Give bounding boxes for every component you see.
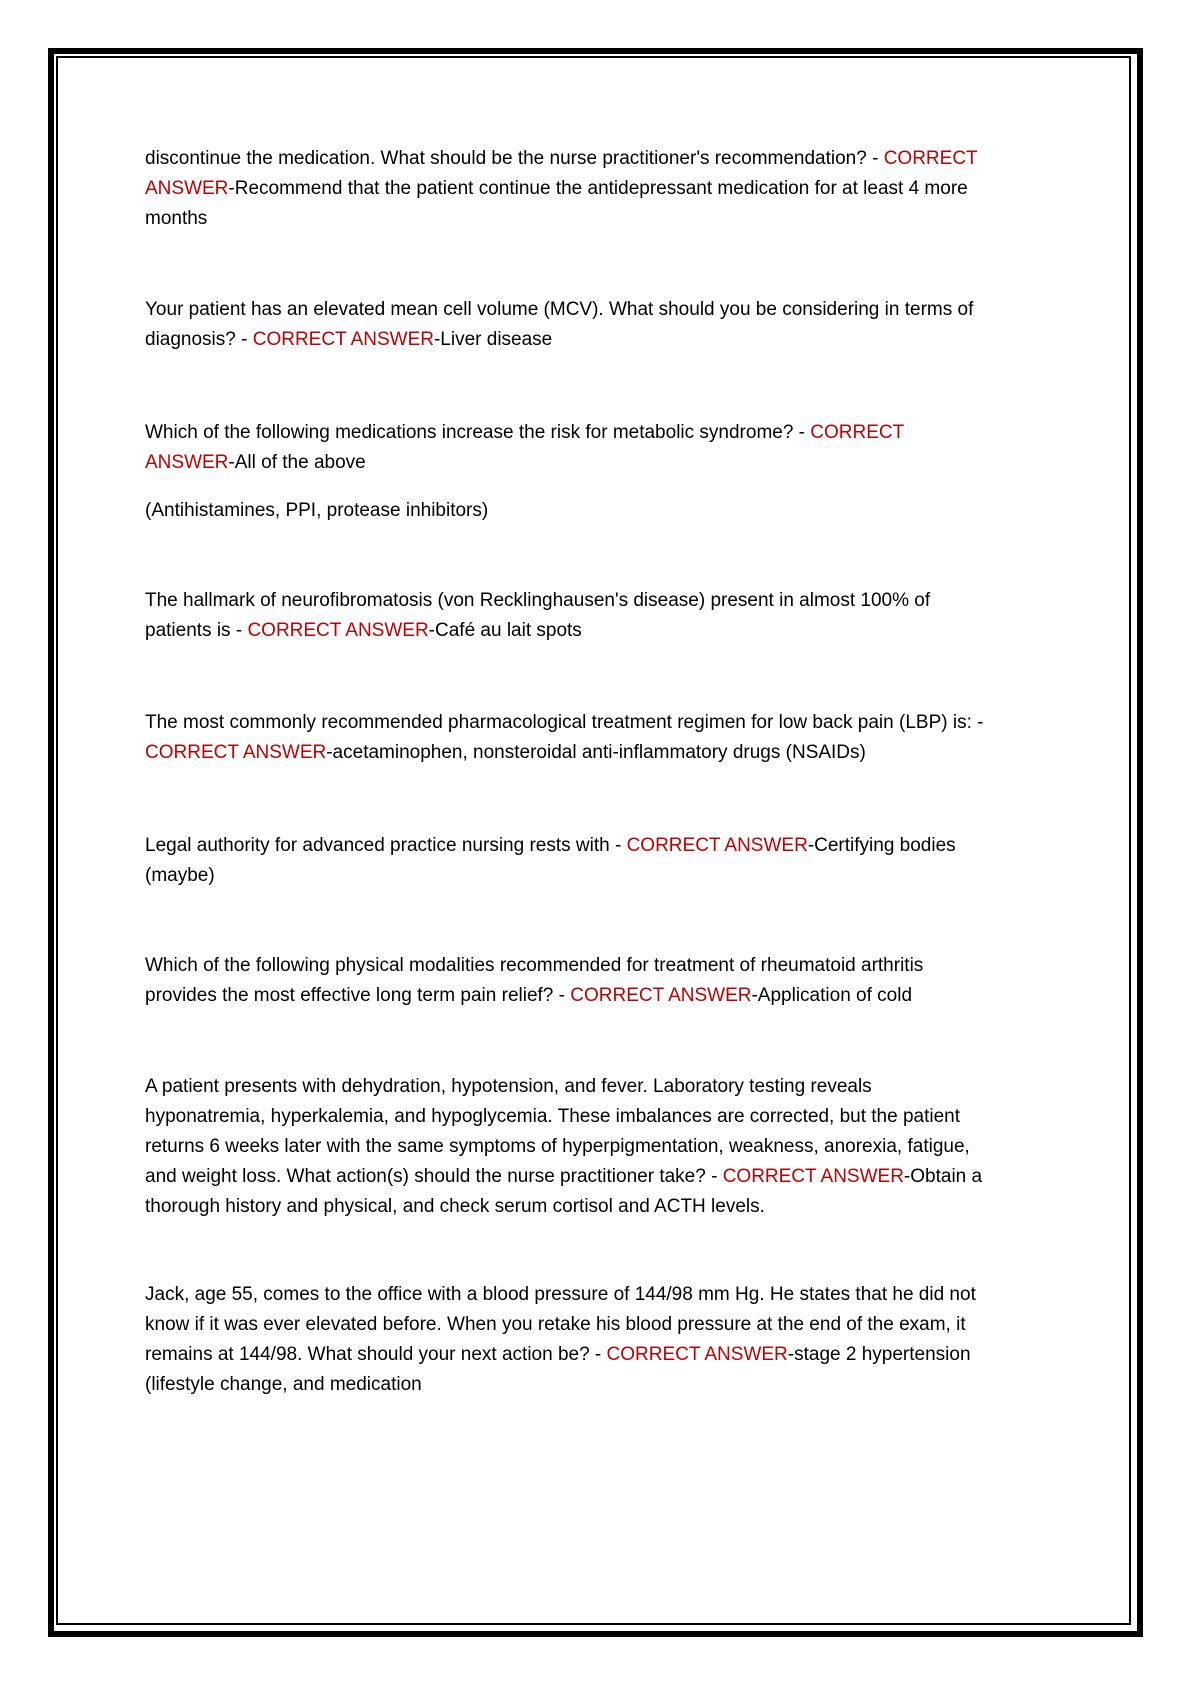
text-segment: -Café au lait spots [428,620,582,641]
text-line [145,1280,976,1310]
text-segment: -Obtain a [903,1166,983,1187]
text-line [145,1340,976,1370]
text-segment: -Application of cold [751,985,913,1006]
text-segment: -All of the above [228,452,366,473]
qa-paragraph [145,586,930,646]
text-line [145,1072,982,1102]
text-line [145,1162,982,1192]
correct-answer-label: CORRECT ANSWER [626,835,808,856]
correct-answer-label: CORRECT ANSWER [722,1166,904,1187]
text-line [145,708,983,738]
text-line [145,951,923,981]
correct-answer-label: CORRECT ANSWER [570,985,752,1006]
correct-answer-label: CORRECT ANSWER [145,742,327,763]
qa-paragraph [145,1072,982,1222]
qa-paragraph [145,708,983,768]
text-line [145,144,978,174]
text-segment: (Antihistamines, PPI, protease inhibitors) [145,500,489,521]
text-segment: Jack, age 55, comes to the office with a blood pressure of 144/98 mm Hg. He states that he did not [145,1284,976,1305]
correct-answer-label: CORRECT ANSWER [247,620,429,641]
text-line [145,418,904,448]
text-segment: months [145,208,208,229]
qa-paragraph [145,295,973,355]
text-line [145,738,983,768]
qa-paragraph [145,144,978,234]
text-segment: -Certifying bodies [807,835,956,856]
qa-paragraph [145,418,904,478]
text-segment: hyponatremia, hyperkalemia, and hypoglycemia. These imbalances are corrected, but the patient [145,1106,960,1127]
text-line [145,616,930,646]
correct-answer-label: CORRECT [810,422,905,443]
qa-paragraph [145,1280,976,1400]
text-segment: Which of the following physical modalities recommended for treatment of rheumatoid arthritis [145,955,924,976]
text-line [145,1132,982,1162]
text-segment: A patient presents with dehydration, hypotension, and fever. Laboratory testing reveals [145,1076,872,1097]
text-line [145,325,973,355]
text-segment: The hallmark of neurofibromatosis (von Recklinghausen's disease) present in almost 100% of [145,590,931,611]
correct-answer-label: CORRECT ANSWER [252,329,434,350]
correct-answer-label: CORRECT ANSWER [606,1344,788,1365]
text-segment: (lifestyle change, and medication [145,1374,422,1395]
qa-paragraph [145,496,488,526]
text-segment: discontinue the medication. What should be the nurse practitioner's recommendation? - [145,148,884,169]
text-segment: returns 6 weeks later with the same symptoms of hyperpigmentation, weakness, anorexia, fatigue, [145,1136,970,1157]
qa-paragraph [145,951,923,1011]
text-line [145,448,904,478]
text-segment: know if it was ever elevated before. When you retake his blood pressure at the end of the exam, it [145,1314,966,1335]
correct-answer-label: ANSWER [145,178,229,199]
correct-answer-label: ANSWER [145,452,229,473]
text-line [145,586,930,616]
text-line [145,1192,982,1222]
text-line [145,981,923,1011]
text-line [145,295,973,325]
text-segment: Which of the following medications increase the risk for metabolic syndrome? - [145,422,811,443]
text-line [145,174,978,204]
text-segment: patients is - [145,620,248,641]
text-line [145,204,978,234]
text-line [145,861,956,891]
text-segment: -stage 2 hypertension [787,1344,971,1365]
text-segment: (maybe) [145,865,215,886]
text-segment: -Recommend that the patient continue the antidepressant medication for at least 4 more [228,178,968,199]
text-line [145,1310,976,1340]
text-segment: and weight loss. What action(s) should the nurse practitioner take? - [145,1166,723,1187]
text-line [145,496,488,526]
text-segment: diagnosis? - [145,329,253,350]
text-segment: remains at 144/98. What should your next action be? - [145,1344,607,1365]
text-segment: Your patient has an elevated mean cell volume (MCV). What should you be considering in terms of [145,299,974,320]
text-segment: -acetaminophen, nonsteroidal anti-inflammatory drugs (NSAIDs) [326,742,866,763]
text-segment: The most commonly recommended pharmacological treatment regimen for low back pain (LBP) is: - [145,712,984,733]
text-line [145,1102,982,1132]
correct-answer-label: CORRECT [883,148,978,169]
text-line [145,831,956,861]
qa-paragraph [145,831,956,891]
text-segment: thorough history and physical, and check serum cortisol and ACTH levels. [145,1196,765,1217]
text-segment: -Liver disease [433,329,553,350]
text-segment: provides the most effective long term pain relief? - [145,985,571,1006]
text-line [145,1370,976,1400]
text-segment: Legal authority for advanced practice nursing rests with - [145,835,627,856]
